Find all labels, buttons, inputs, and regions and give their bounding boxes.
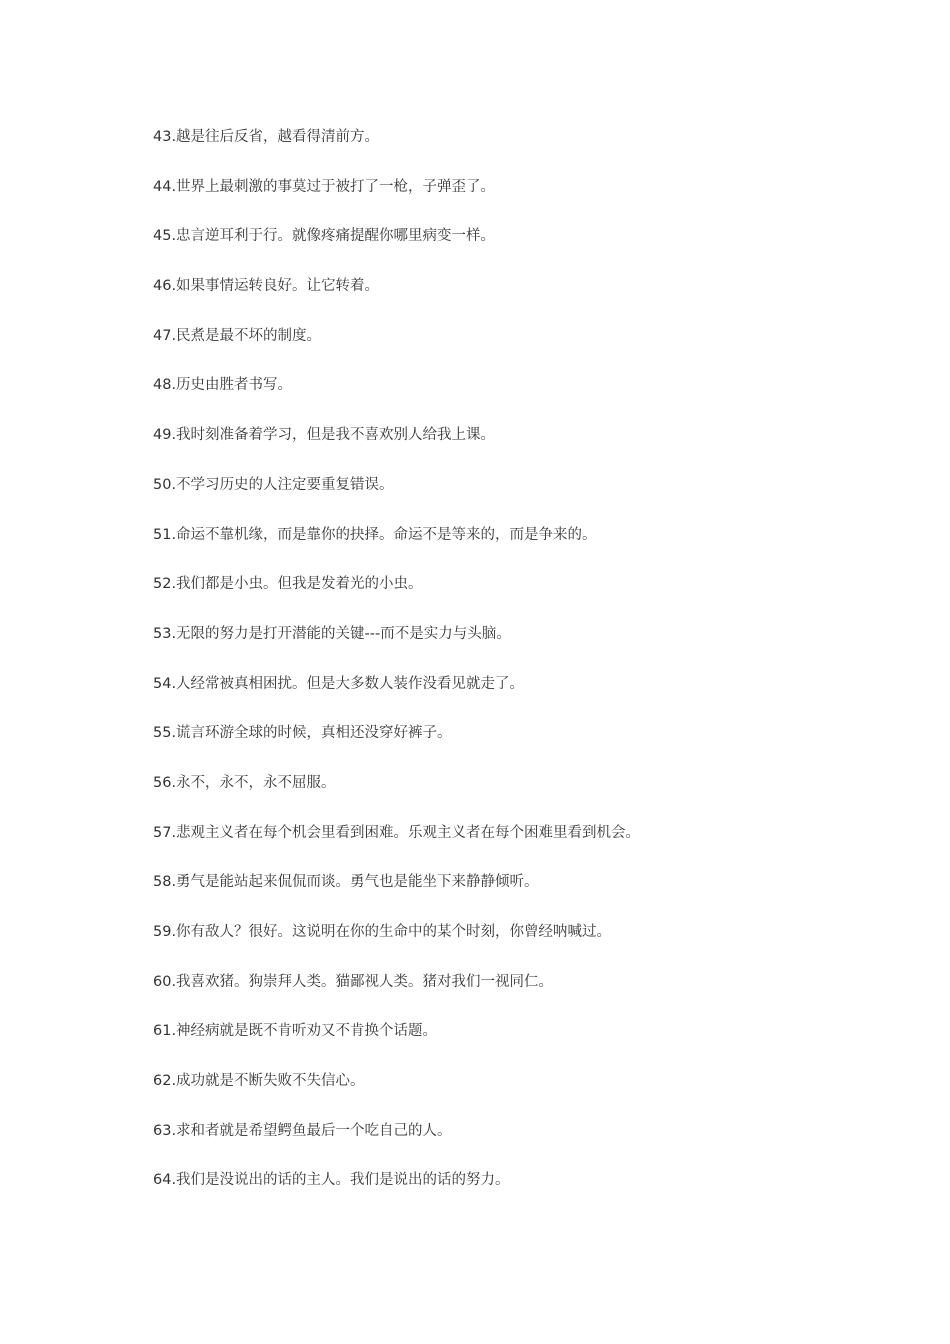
quote-line: 50.不学习历史的人注定要重复错误。 (153, 476, 394, 493)
quote-line: 51.命运不靠机缘，而是靠你的抉择。命运不是等来的，而是争来的。 (153, 526, 597, 543)
quote-line: 59.你有敌人？很好。这说明在你的生命中的某个时刻，你曾经呐喊过。 (153, 924, 612, 940)
quote-line: 43.越是往后反省，越看得清前方。 (153, 129, 380, 145)
quote-line: 48.历史由胜者书写。 (153, 377, 293, 394)
quote-line: 47.民煮是最不坏的制度。 (153, 327, 322, 344)
quote-line: 58.勇气是能站起来侃侃而谈。勇气也是能坐下来静静倾听。 (153, 874, 539, 891)
quote-line: 44.世界上最刺激的事莫过于被打了一枪，子弹歪了。 (153, 178, 496, 195)
quote-line: 53.无限的努力是打开潜能的关键---而不是实力与头脑。 (153, 625, 511, 642)
quote-line: 63.求和者就是希望鳄鱼最后一个吃自己的人。 (153, 1122, 452, 1139)
quote-line: 54.人经常被真相困扰。但是大多数人装作没看见就走了。 (153, 675, 525, 692)
quote-line: 49.我时刻准备着学习，但是我不喜欢别人给我上课。 (153, 427, 496, 444)
quote-line: 60.我喜欢猪。狗崇拜人类。猫鄙视人类。猪对我们一视同仁。 (153, 973, 554, 990)
quote-line: 64.我们是没说出的话的主人。我们是说出的话的努力。 (153, 1172, 510, 1189)
quote-line: 56.永不，永不，永不屈服。 (153, 774, 336, 791)
quote-line: 52.我们都是小虫。但我是发着光的小虫。 (153, 576, 423, 593)
quote-list (153, 126, 873, 1219)
quote-line: 45.忠言逆耳利于行。就像疼痛提醒你哪里病变一样。 (153, 228, 496, 245)
quote-line: 62.成功就是不断失败不失信心。 (153, 1073, 365, 1090)
quote-line: 61.神经病就是既不肯听劝又不肯换个话题。 (153, 1023, 438, 1040)
quote-line: 46.如果事情运转良好。让它转着。 (153, 278, 380, 295)
quote-line: 57.悲观主义者在每个机会里看到困难。乐观主义者在每个困难里看到机会。 (153, 824, 641, 841)
quote-line: 55.谎言环游全球的时候，真相还没穿好裤子。 (153, 725, 452, 742)
